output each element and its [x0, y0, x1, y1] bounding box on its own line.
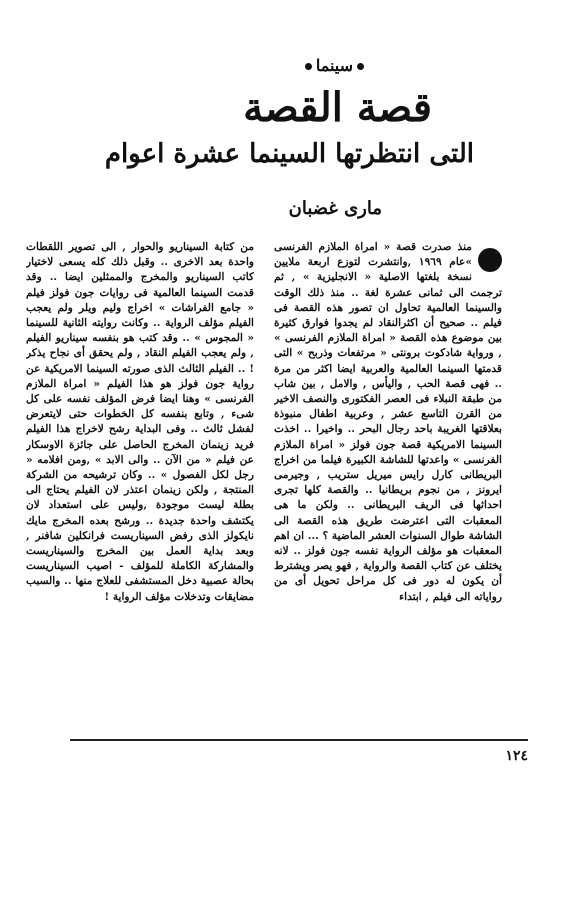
- headline-main: قصة القصة: [243, 84, 432, 131]
- article-text-left: من كتابة السيناريو والحوار , الى تصوير اللقطات واحدة بعد الاخرى .. وقبل ذلك كله يسعى لاختيار كاتب السيناريو والمخرج والممثلين ايضا .. وقد قدمت السينما العالمية فى روايات جون فولز فيلم « جامع الفراشات » اخراج وليم ويلر ولم يعجب الفيلم مؤلف الرواية .. وكانت روايته الثانية للسينما « المجوس » .. وقد كتب هو بنفسه سيناريو الفيلم , ولم يعجب الفيلم النقاد , ولم يحقق أى نجاح يذكر ! .. الفيلم الثالث الذى صورته السينما الامريكية عن رواية جون فولز هو هذا الفيلم « امراة الملازم الفرنسى » وهنا ايضا فرض المؤلف نفسه على كل شىء , وتابع بنفسه كل الخطوات حتى لايتعرض لفشل ثالث .. وفى البداية رشح لاخراج هذا الفيلم فريد زينمان المخرج الحاصل على جائزة الاوسكار عن فيلم « من الآن .. والى الابد » ,ومن افلامه « رجل لكل الفصول » .. وكان ترشيحه من الشركة المنتجة , ولكن زينمان اعتذر لان الفيلم يحتاج الى بطلة ليست موجودة ,وليس على استعداد لان يكتشف واحدة جديدة .. ورشح بعده المخرج مايك نايكولز الذى رفض السيناريست فرانكلين شافنر , وبعد بداية العمل بين المخرج والسيناريست والمشاركة الكاملة للمؤلف - اصيب السيناريست بحالة عصبية دخل المستشفى للعلاج منها .. والسبب مضايقات وتدخلات مؤلف الرواية !: [26, 241, 254, 603]
- page-number: ١٢٤: [505, 748, 528, 764]
- section-label: [301, 56, 368, 75]
- author-byline: مارى غضبان: [288, 198, 382, 219]
- headline-sub: التى انتظرتها السينما عشرة اعوام: [104, 139, 474, 169]
- bottom-divider: [70, 739, 528, 741]
- article-column-left: [26, 240, 254, 726]
- article-text-right: منذ صدرت قصة « امراة الملازم الفرنسى »عام ١٩٦٩ ,وانتشرت لتوزع اربعة ملايين نسخة بلغتها الاصلية « الانجليزية » , ثم ترجمت الى ثمانى عشرة لغة .. منذ ذلك الوقت والسينما العالمية تحاول ان تصور هذه القصة فى فيلم .. صحيح أن اكثرالنقاد لم يجدوا فوارق كثيرة بين موضوع هذه القصة « امراة الملازم الفرنسى » , ورواية شادكوت برونتى « مرتفعات وذربح » التى قدمتها السينما العالمية والعربية ايضا اكثر من مرة .. فهى قصة الحب , واليأس , والامل , بين شاب من طبقة النبلاء فى العصر الفكتورى والنصف الاخير من القرن التاسع عشر , وعربية اطفال منبوذة بعلاقتها الغريبة باحد رجال البحر .. واخيرا .. اخذت السينما الامريكية قصة جون فولز « امراة الملازم الفرنسى » واعدتها للشاشة الكبيرة فيلما من اخراج البريطانى كارل رايس ميريل ستريب , وجيرمى ايرونز , من نجوم بريطانيا .. والقصة كلها تجرى احداثها فى الريف البريطانى .. ولكن ما هى المعقبات التى اعترضت طريق هذه القصة الى الشاشة طوال السنوات العشر الماضية ؟ ... ان اهم المعقبات هو مؤلف الرواية نفسه جون فولز .. لانه يختلف عن كتاب القصة والرواية , فهو يصر ويشترط أن يكون له دور فى كل مراحل تحويل أى من رواياته الى فيلم , ابتداء: [274, 241, 502, 603]
- article-column-right: [274, 240, 502, 730]
- bullet-dot-icon: [305, 63, 312, 70]
- paragraph-bullet-icon: [478, 248, 502, 272]
- section-label-text: سينما: [315, 56, 353, 75]
- bullet-dot-icon: [357, 63, 364, 70]
